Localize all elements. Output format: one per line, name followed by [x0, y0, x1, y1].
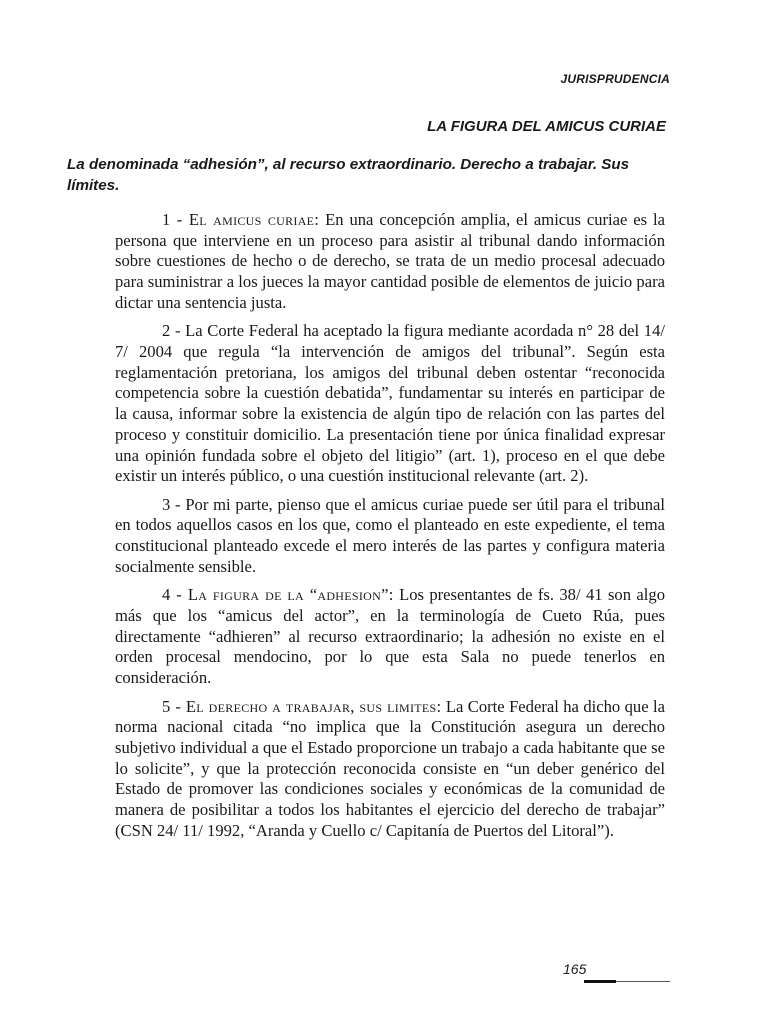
paragraph-2 [115, 321, 665, 487]
paragraph-1 [115, 210, 665, 314]
paragraph-lead: 5 - El derecho a trabajar, sus limites: [162, 696, 442, 716]
paragraph-5 [115, 697, 665, 842]
page-number: 165 [563, 961, 587, 977]
article-title: LA FIGURA DEL AMICUS CURIAE [427, 118, 666, 135]
article-subtitle: La denominada “adhesión”, al recurso extraordinario. Derecho a trabajar. Sus límites. [67, 156, 630, 194]
paragraph-text: En una concepción amplia, el amicus curiae es la persona que interviene en un proceso para asistir al tribunal dando información sobre cuestiones de hecho o de derecho, se trata de un medio procesal adecuado para suministrar a los jueces la mayor cantidad posible de elementos de juicio para dictar una sentencia justa. [115, 210, 665, 312]
paragraph-lead: 1 - El amicus curiae: [162, 210, 320, 229]
paragraph-4 [115, 585, 665, 689]
paragraph-text: 2 - La Corte Federal ha aceptado la figura mediante acordada n° 28 del 14/ 7/ 2004 que regula “la intervención de amigos del tribunal”. Según esta reglamentación pretoriana, los amigos del tribunal deben ostentar “reconocida competencia sobre la cuestión debatida”, fundamentar su interés en participar de la causa, informar sobre la existencia de algún tipo de relación con las partes del proceso y constituir domicilio. La presentación tiene por única finalidad expresar una opinión fundada sobre el objeto del litigio” (art. 1), proceso en el que debe existir un interés público, o una cuestión institucional relevante (art. 2). [115, 321, 665, 486]
paragraph-text: La Corte Federal ha dicho que la norma nacional citada “no implica que la Constitución asegura un derecho subjetivo individual a que el Estado proporcione un trabajo a cada habitante que se lo solicite”, y que la protección reconocida consiste en “un deber genérico del Estado de promover las condiciones sociales y económicas de la comunidad de manera de posibilitar a todos los habitantes el ejercicio del derecho de trabajar” (CSN 24/ 11/ 1992, “Aranda y Cuello c/ Capitanía de Puertos del Litoral”). [115, 696, 665, 840]
paragraph-3 [115, 495, 665, 578]
footer-rule-accent [584, 980, 616, 983]
section-label: JURISPRUDENCIA [560, 72, 670, 86]
article-body [115, 210, 665, 849]
paragraph-text: Los presentantes de fs. 38/ 41 son algo más que los “amicus del actor”, en la terminología de Cueto Rúa, pues directamente “adhieren” al recurso extraordinario; la adhesión no existe en el orden procesal mendocino, por lo que esta Sala no puede tenerlos en consideración. [115, 585, 665, 688]
paragraph-text: 3 - Por mi parte, pienso que el amicus curiae puede ser útil para el tribunal en todos aquellos casos en los que, como el planteado en este expediente, el tema constitucional planteado excede el mero interés de las partes y configura materia socialmente sensible. [115, 494, 665, 576]
paragraph-lead: 4 - La figura de la “adhesion”: [162, 585, 394, 605]
